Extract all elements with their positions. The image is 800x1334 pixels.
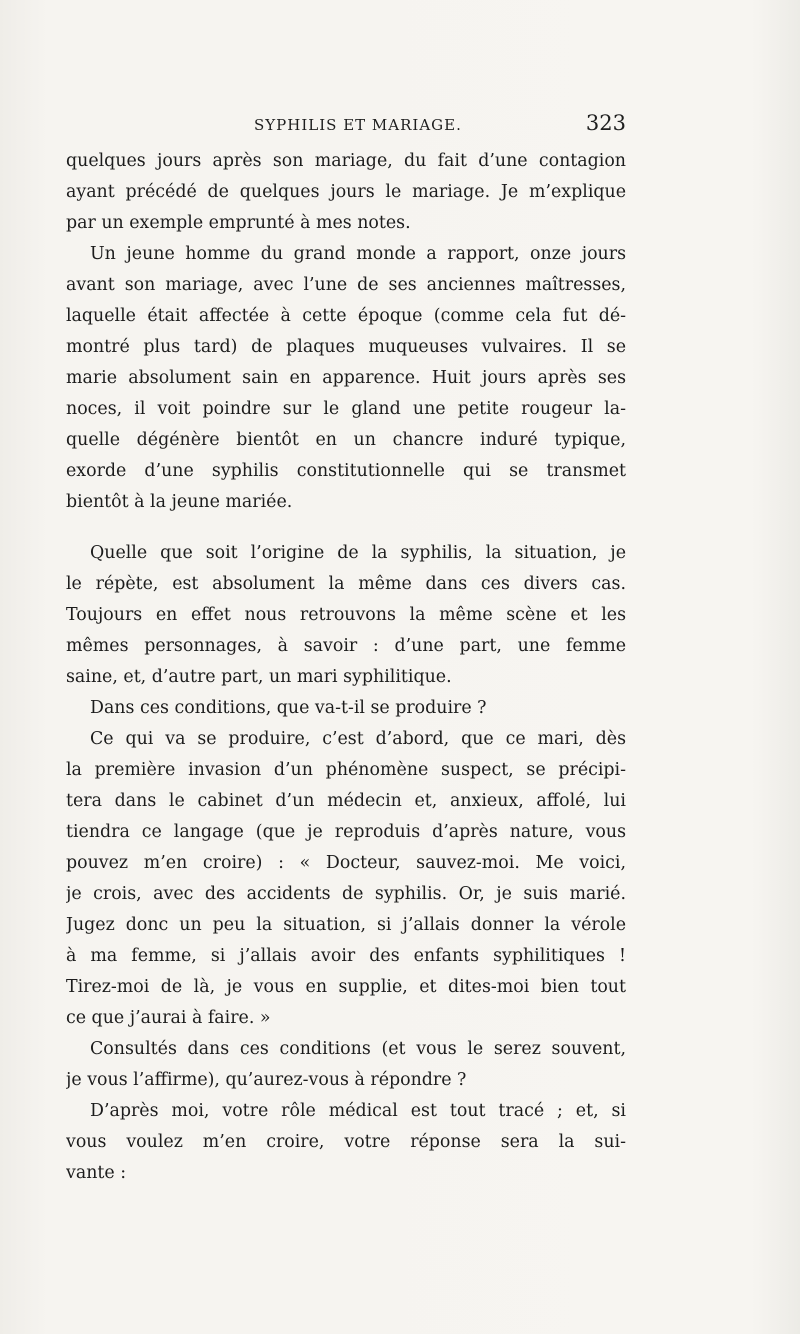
text-line: Dans ces conditions, que va-t-il se produire ? [90,698,487,718]
text-line: marie absolument sain en apparence. Huit jours après ses [66,368,626,388]
text-line: montré plus tard) de plaques muqueuses vulvaires. Il se [66,337,626,357]
text-line: avant son mariage, avec l’une de ses anciennes maîtresses, [66,275,626,295]
text-line: quelques jours après son mariage, du fait d’une contagion [66,151,626,171]
text-line: vous voulez m’en croire, votre réponse sera la sui- [66,1132,626,1152]
text-line: tera dans le cabinet d’un médecin et, anxieux, affolé, lui [66,791,626,811]
paragraph [66,538,626,693]
paragraph [66,1034,626,1096]
text-line: la première invasion d’un phénomène suspect, se précipi- [66,760,626,780]
page-header [66,111,626,144]
paragraph [66,724,626,1034]
text-line: exorde d’une syphilis constitutionnelle qui se transmet [66,461,626,481]
text-line: Jugez donc un peu la situation, si j’allais donner la vérole [66,915,626,935]
text-line: mêmes personnages, à savoir : d’une part, une femme [66,636,626,656]
text-line: Toujours en effet nous retrouvons la même scène et les [66,605,626,625]
page-number: 323 [585,111,626,135]
running-title: SYPHILIS ET MARIAGE. [254,116,462,134]
text-line: Ce qui va se produire, c’est d’abord, que ce mari, dès [90,729,626,749]
text-line: D’après moi, votre rôle médical est tout tracé ; et, si [90,1101,626,1121]
text-line: je crois, avec des accidents de syphilis. Or, je suis marié. [66,884,626,904]
text-line: saine, et, d’autre part, un mari syphilitique. [66,667,452,687]
text-line: par un exemple emprunté à mes notes. [66,213,411,233]
paragraph [66,1096,626,1189]
text-line: tiendra ce langage (que je reproduis d’après nature, vous [66,822,626,842]
text-line: noces, il voit poindre sur le gland une petite rougeur la- [66,399,626,419]
paragraph [66,693,626,724]
section-gap [66,518,626,538]
text-line: Quelle que soit l’origine de la syphilis, la situation, je [90,543,626,563]
text-line: vante : [66,1163,127,1183]
text-line: Un jeune homme du grand monde a rapport, onze jours [90,244,626,264]
paragraph [66,146,626,239]
text-line: quelle dégénère bientôt en un chancre induré typique, [66,430,626,450]
text-line: le répète, est absolument la même dans ces divers cas. [66,574,626,594]
text-line: Consultés dans ces conditions (et vous le serez souvent, [90,1039,626,1059]
text-line: ayant précédé de quelques jours le mariage. Je m’explique [66,182,626,202]
text-line: ce que j’aurai à faire. » [66,1008,271,1028]
text-line: Tirez-moi de là, je vous en supplie, et dites-moi bien tout [66,977,626,997]
text-line: bientôt à la jeune mariée. [66,492,293,512]
text-line: à ma femme, si j’allais avoir des enfants syphilitiques ! [66,946,626,966]
paragraph [66,239,626,518]
body-text [66,146,626,1189]
text-line: je vous l’affirme), qu’aurez-vous à répondre ? [66,1070,467,1090]
text-line: pouvez m’en croire) : « Docteur, sauvez-moi. Me voici, [66,853,626,873]
text-line: laquelle était affectée à cette époque (comme cela fut dé- [66,306,626,326]
